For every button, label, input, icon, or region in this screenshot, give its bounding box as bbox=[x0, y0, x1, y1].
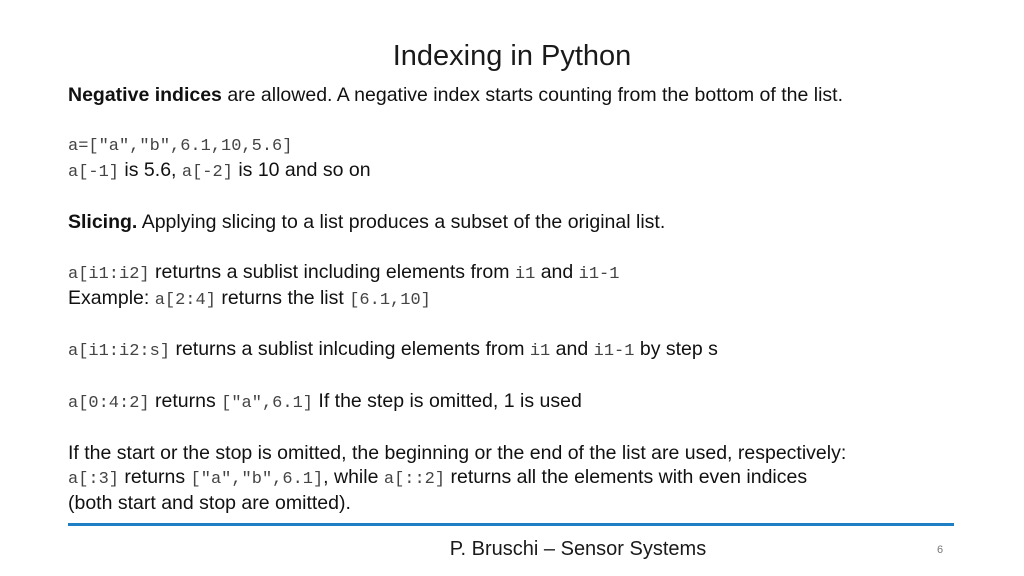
slicing-heading: Slicing. bbox=[68, 211, 138, 233]
code-i1-minus-1: i1-1 bbox=[593, 342, 635, 361]
negative-indices-line bbox=[68, 84, 843, 107]
code-slice-i1-i2-s: a[i1:i2:s] bbox=[68, 342, 171, 361]
negative-indices-heading: Negative indices bbox=[68, 84, 222, 106]
code-omitted-result: ["a","b",6.1] bbox=[190, 470, 324, 489]
code-i1: i1 bbox=[529, 342, 551, 361]
negative-example-text-2: is 10 and so on bbox=[232, 159, 371, 181]
negative-example-text-1: is 5.6, bbox=[119, 159, 182, 181]
slice-step-text-3: by step s bbox=[634, 338, 718, 360]
omitted-text-1: returns bbox=[119, 466, 191, 488]
code-result-list: [6.1,10] bbox=[349, 291, 431, 310]
slice-i1-i2-line bbox=[68, 261, 619, 284]
code-a-minus-1: a[-1] bbox=[68, 163, 120, 182]
footer-author: P. Bruschi – Sensor Systems bbox=[449, 538, 707, 560]
omitted-line-3: (both start and stop are omitted). bbox=[68, 492, 351, 514]
slice-step-text-2: and bbox=[550, 338, 594, 360]
code-slice-i1-i2: a[i1:i2] bbox=[68, 265, 150, 284]
code-a-2-4: a[2:4] bbox=[154, 291, 216, 310]
example-label: Example: bbox=[68, 287, 155, 309]
code-a-0-4-2: a[0:4:2] bbox=[68, 394, 150, 413]
example-line bbox=[68, 287, 431, 310]
omitted-text-3: returns all the elements with even indices bbox=[445, 466, 808, 488]
code-a-colon-3: a[:3] bbox=[68, 470, 120, 489]
list-definition-code: a=["a","b",6.1,10,5.6] bbox=[68, 137, 293, 156]
slice-i1-i2-text-1: returtns a sublist including elements from bbox=[149, 261, 515, 283]
step-example-text-1: returns bbox=[149, 390, 222, 412]
omitted-text-2: , while bbox=[323, 466, 384, 488]
slice-step-line bbox=[68, 338, 718, 361]
negative-indices-text: are allowed. A negative index starts counting from the bottom of the list. bbox=[221, 84, 844, 106]
slice-step-text-1: returns a sublist inlcuding elements from bbox=[170, 338, 530, 360]
footer bbox=[0, 538, 1024, 561]
page-number: 6 bbox=[937, 544, 944, 556]
code-i1-minus-1: i1-1 bbox=[578, 265, 620, 284]
code-a-double-colon-2: a[::2] bbox=[383, 470, 446, 489]
code-a-minus-2: a[-2] bbox=[181, 163, 233, 182]
omitted-line-1: If the start or the stop is omitted, the beginning or the end of the list are used, respectively: bbox=[68, 442, 847, 464]
slice-i1-i2-text-2: and bbox=[535, 261, 579, 283]
code-step-result: ["a",6.1] bbox=[221, 394, 313, 413]
code-i1: i1 bbox=[514, 265, 536, 284]
example-text: returns the list bbox=[215, 287, 350, 309]
slicing-line bbox=[68, 211, 665, 234]
step-example-line bbox=[68, 390, 582, 413]
omitted-line-2 bbox=[68, 466, 807, 489]
slide-title: Indexing in Python bbox=[392, 40, 632, 72]
step-example-text-2: If the step is omitted, 1 is used bbox=[312, 390, 582, 412]
slicing-text: Applying slicing to a list produces a subset of the original list. bbox=[137, 211, 666, 233]
negative-example-line bbox=[68, 159, 371, 182]
footer-divider bbox=[68, 523, 954, 526]
